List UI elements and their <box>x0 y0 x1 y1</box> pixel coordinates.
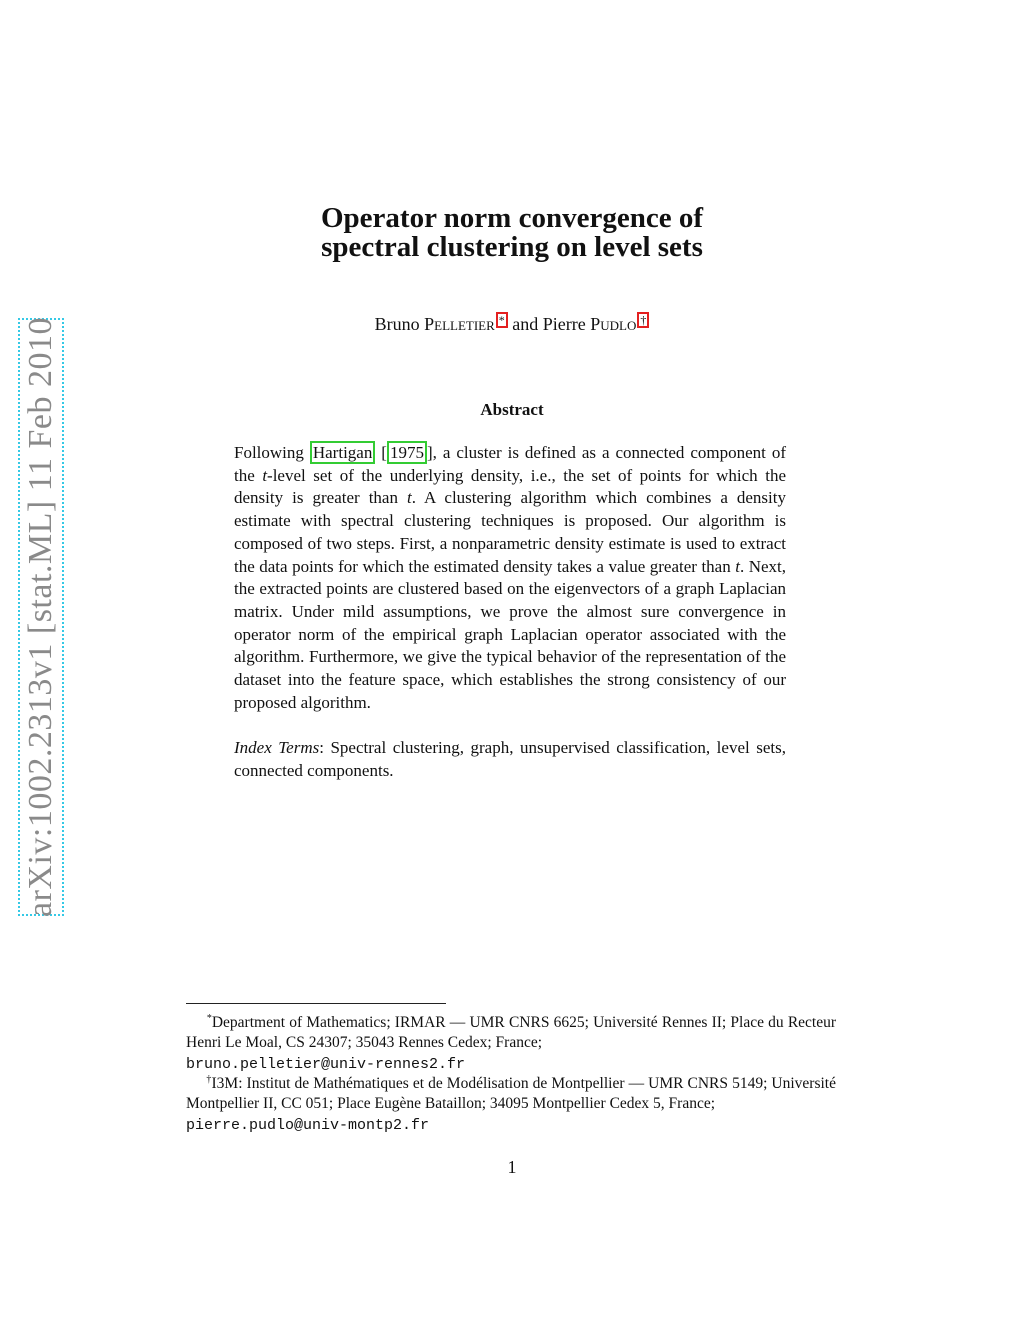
footnote-2-email[interactable]: pierre.pudlo@univ-montp2.fr <box>186 1116 430 1134</box>
title-line-2: spectral clustering on level sets <box>321 231 703 263</box>
author1-first-name: Bruno <box>374 314 425 334</box>
footnote-1-text: Department of Mathematics; IRMAR — UMR CNRS 6625; Université Rennes II; Place du Recteur Henri Le Moal, CS 24307; 35043 Rennes Cedex; France; <box>186 1014 837 1052</box>
abstract-text-4: . Next, the extracted points are clustered based on the eigenvectors of a graph Laplacian matrix. Under mild assumptions, we prove the almost sure convergence in operator norm of the empirical graph Laplacian operator associated with the algorithm. Furthermore, we give the typical behavior of the representation of the dataset into the feature space, which establishes the strong consistency of our proposed algorithm. <box>234 556 786 712</box>
math-t: t <box>735 556 740 576</box>
math-t: t <box>262 465 268 485</box>
author1-last-name: Pelletier <box>424 314 495 334</box>
footnote-divider <box>186 1003 446 1004</box>
footnote-2-mark: † <box>206 1074 212 1085</box>
index-terms-label: Index Terms <box>234 738 320 757</box>
abstract-body <box>234 442 786 714</box>
arxiv-identifier-text: arXiv:1002.2313v1 [stat.ML] 11 Feb 2010 <box>22 317 59 917</box>
footnote-1-email[interactable]: bruno.pelletier@univ-rennes2.fr <box>186 1055 466 1073</box>
title-line-1: Operator norm convergence of <box>321 202 703 234</box>
footnote-link-1[interactable]: * <box>496 312 508 328</box>
abstract-text-2: -level set of the underlying density, i.e., the set of points for which the density is greater than <box>234 465 786 508</box>
math-t: t <box>406 488 412 508</box>
footnote-1 <box>186 1009 836 1075</box>
footnote-link-2[interactable]: † <box>637 312 649 328</box>
citation-year-link[interactable]: 1975 <box>387 441 427 464</box>
paper-title <box>0 204 1024 262</box>
page-number: 1 <box>507 1157 517 1177</box>
author2-last-name: Pudlo <box>590 314 637 334</box>
citation-author-link[interactable]: Hartigan <box>310 441 375 464</box>
index-terms-text: : Spectral clustering, graph, unsupervised classification, level sets, connected components. <box>234 738 786 780</box>
citation-bracket-open: [ <box>375 443 387 462</box>
footnote-2-text: I3M: Institut de Mathématiques et de Modélisation de Montpellier — UMR CNRS 5149; Université Montpellier II, CC 051; Place Eugène Bataillon; 34095 Montpellier Cedex 5, France; <box>186 1075 836 1113</box>
abstract-text-3: . A clustering algorithm which combines a density estimate with spectral clustering techniques is proposed. Our algorithm is composed of two steps. First, a nonparametric density estimate is used to extract the data points for which the estimated density takes a value greater than <box>234 488 786 576</box>
abstract-text-1: ], a cluster is defined as a connected component of the <box>234 443 786 485</box>
footnote-2 <box>186 1070 836 1136</box>
author-list <box>0 312 1024 335</box>
index-terms <box>234 737 786 782</box>
abstract-lead: Following <box>234 443 310 462</box>
abstract-heading: Abstract <box>480 400 544 419</box>
footnote-1-mark: * <box>206 1013 212 1024</box>
author-conjunction: and Pierre <box>507 314 591 334</box>
